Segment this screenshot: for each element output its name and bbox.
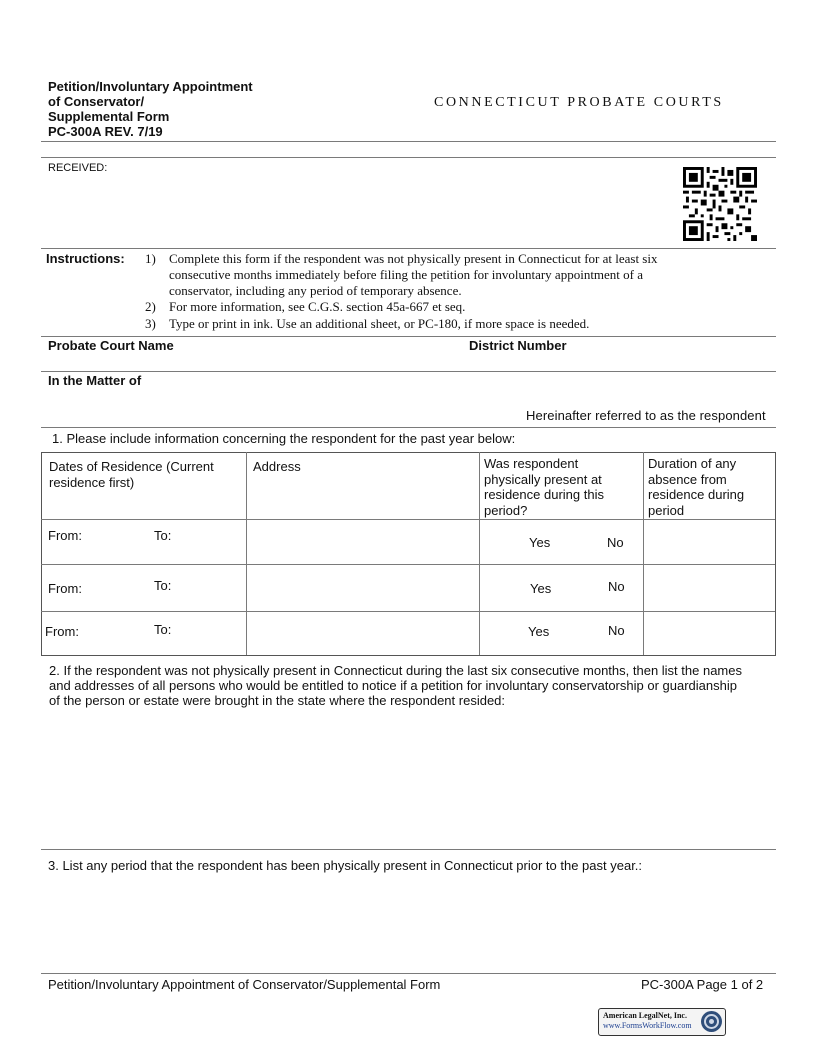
question-3-answer-field[interactable] xyxy=(44,878,772,966)
to-label: To: xyxy=(154,528,172,543)
question-2-line: of the person or estate were brought in the state where the respondent resided: xyxy=(49,693,506,708)
address-field[interactable] xyxy=(250,567,475,608)
divider xyxy=(41,248,776,249)
row-divider xyxy=(41,611,775,612)
question-2-line: and addresses of all persons who would be entitled to notice if a petition for involuntary conservatorship or guardianship xyxy=(49,678,737,693)
divider xyxy=(41,141,776,142)
form-title-line: Petition/Involuntary Appointment xyxy=(48,79,253,94)
no-option[interactable]: No xyxy=(608,623,625,638)
question-3: 3. List any period that the respondent has been physically present in Connecticut prior to the past year.: xyxy=(48,858,643,873)
instruction-number: 2) xyxy=(145,299,156,314)
divider xyxy=(41,157,776,158)
column-divider xyxy=(643,452,644,655)
divider xyxy=(41,973,776,974)
header-line: residence first) xyxy=(49,474,135,490)
court-name: CONNECTICUT PROBATE COURTS xyxy=(434,95,724,110)
address-field[interactable] xyxy=(250,614,475,652)
from-label: From: xyxy=(48,581,82,596)
header-line: physically present at xyxy=(484,471,602,487)
column-divider xyxy=(479,452,480,655)
district-number-label: District Number xyxy=(469,338,567,353)
header-line: Dates of Residence (Current xyxy=(49,459,214,474)
instruction-number: 1) xyxy=(145,251,156,266)
instruction-item xyxy=(169,251,657,299)
in-the-matter-of-label: In the Matter of xyxy=(48,373,142,388)
duration-field[interactable] xyxy=(647,614,771,652)
form-number: PC-300A REV. 7/19 xyxy=(48,124,163,139)
row-divider xyxy=(41,519,775,520)
header-line: residence during this xyxy=(484,487,604,502)
header-line: Duration of any xyxy=(648,456,737,471)
header-physically-present xyxy=(484,456,604,518)
yes-option[interactable]: Yes xyxy=(528,624,550,639)
no-option[interactable]: No xyxy=(607,535,624,550)
instruction-line: For more information, see C.G.S. section 45a-667 et seq. xyxy=(169,299,466,314)
logo-company: American LegalNet, Inc. xyxy=(603,1011,687,1020)
question-2 xyxy=(49,663,742,708)
district-number-field[interactable] xyxy=(469,354,769,370)
instruction-line: consecutive months immediately before filing the petition for involuntary appointment of a xyxy=(169,267,644,282)
question-2-line: 2. If the respondent was not physically present in Connecticut during the last six consecutive months, then list the names xyxy=(49,663,742,678)
instruction-line: conservator, including any period of temporary absence. xyxy=(169,283,462,298)
instruction-line: Type or print in ink. Use an additional sheet, or PC-180, if more space is needed. xyxy=(169,316,590,331)
yes-option[interactable]: Yes xyxy=(529,535,551,550)
question-1: 1. Please include information concerning the respondent for the past year below: xyxy=(52,431,516,446)
divider xyxy=(41,371,776,372)
header-line: period xyxy=(648,502,685,518)
instruction-line: Complete this form if the respondent was not physically present in Connecticut for at least six xyxy=(169,251,658,266)
divider xyxy=(41,849,776,850)
address-field[interactable] xyxy=(250,522,475,561)
divider xyxy=(41,336,776,337)
instructions-label: Instructions: xyxy=(46,251,125,266)
duration-field[interactable] xyxy=(647,567,771,608)
duration-field[interactable] xyxy=(647,522,771,561)
header-dates-of-residence xyxy=(49,459,214,490)
form-title-line: Supplemental Form xyxy=(48,109,170,124)
header-line: residence during xyxy=(648,487,745,502)
yes-option[interactable]: Yes xyxy=(530,581,552,596)
footer-form-name: Petition/Involuntary Appointment of Conservator/Supplemental Form xyxy=(48,977,441,992)
row-divider xyxy=(41,564,775,565)
footer-page-number: PC-300A Page 1 of 2 xyxy=(641,977,764,992)
globe-icon xyxy=(700,1010,723,1033)
to-label: To: xyxy=(154,622,172,637)
from-label: From: xyxy=(45,624,79,639)
from-label: From: xyxy=(48,528,82,543)
to-label: To: xyxy=(154,578,172,593)
question-2-answer-field[interactable] xyxy=(44,712,772,844)
received-label: RECEIVED: xyxy=(48,162,108,174)
header-line: absence from xyxy=(648,471,727,487)
no-option[interactable]: No xyxy=(608,579,625,594)
column-divider xyxy=(246,452,247,655)
hereinafter-label: Hereinafter referred to as the respondent xyxy=(526,408,766,423)
header-address: Address xyxy=(253,459,301,474)
instruction-number: 3) xyxy=(145,316,156,331)
divider xyxy=(41,427,776,428)
respondent-name-field[interactable] xyxy=(48,390,768,406)
american-legalnet-logo[interactable] xyxy=(598,1008,726,1036)
header-line: Was respondent xyxy=(484,456,579,471)
probate-court-name-label: Probate Court Name xyxy=(48,338,174,353)
logo-url: www.FormsWorkFlow.com xyxy=(603,1021,692,1030)
header-duration-of-absence xyxy=(648,456,744,518)
form-title xyxy=(48,79,253,139)
form-title-line: of Conservator/ xyxy=(48,94,145,109)
qr-code-icon xyxy=(683,167,757,241)
probate-court-name-field[interactable] xyxy=(48,354,458,370)
header-line: period? xyxy=(484,502,528,518)
